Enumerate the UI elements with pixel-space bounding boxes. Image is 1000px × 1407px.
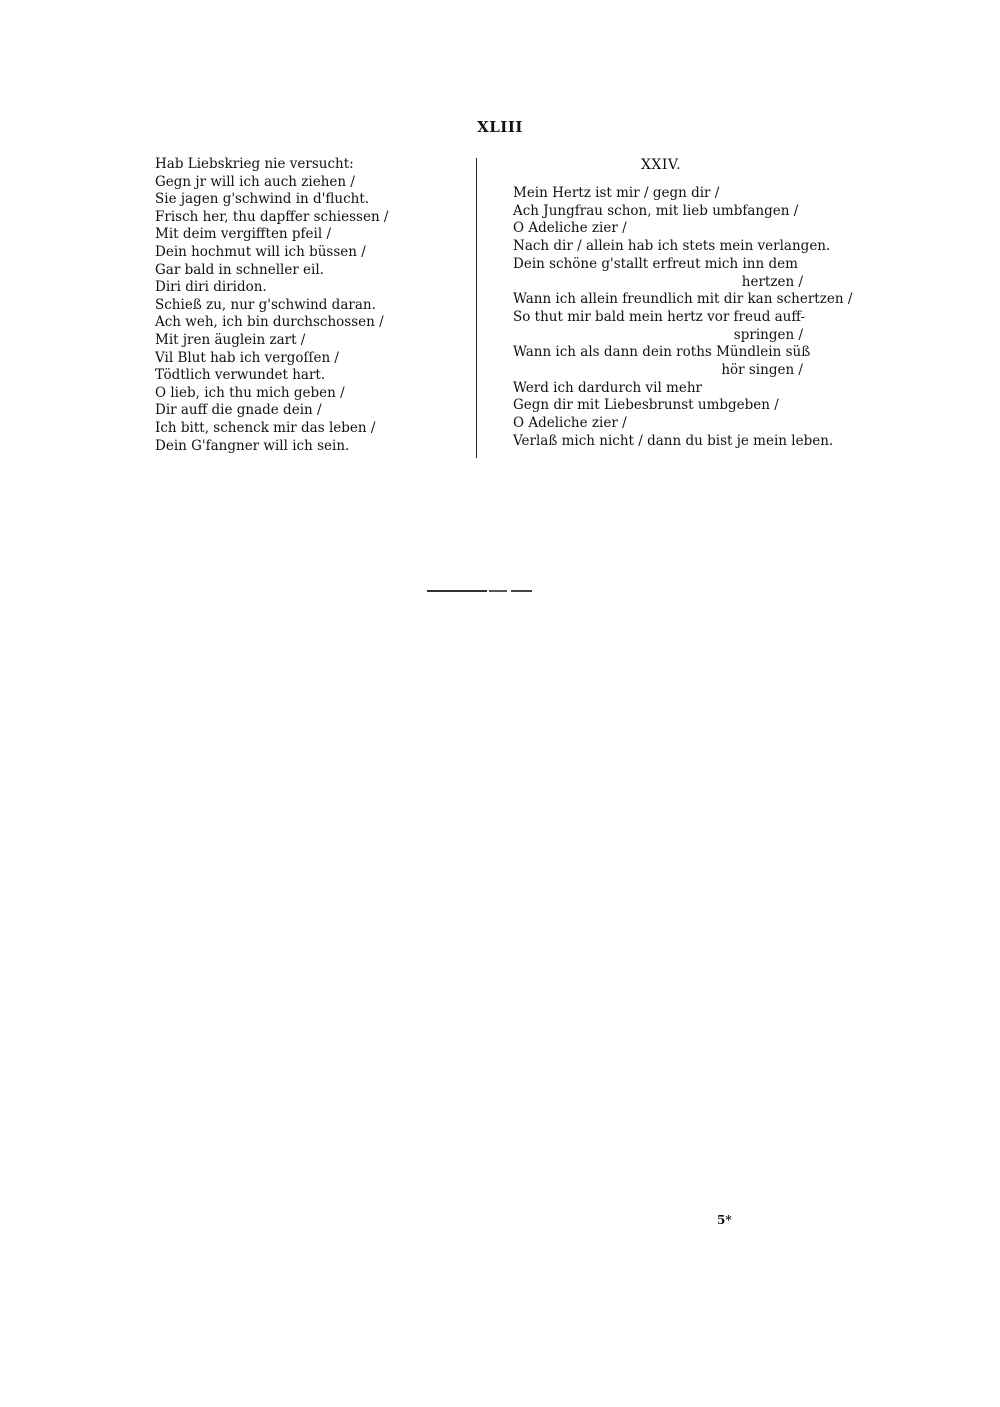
- verse-line: Hab Liebskrieg nie versucht:: [155, 156, 354, 172]
- verse-line: Tödtlich verwundet hart.: [155, 367, 326, 384]
- verse-line: Gegn dir mit Liebesbrunst umbgeben /: [513, 397, 779, 414]
- verse-line: So thut mir bald mein hertz vor freud auff-: [513, 308, 806, 325]
- verse-line: Dein G'fangner will ich sein.: [155, 437, 350, 454]
- verse-line: Vil Blut hab ich vergoſſen /: [155, 349, 339, 366]
- verse-line: Schieß zu, nur g'schwind daran.: [155, 296, 376, 313]
- separator-rule: [427, 590, 532, 592]
- section-title: XXIV.: [640, 157, 682, 173]
- right-column-verse: [513, 155, 853, 451]
- verse-line: Dein schöne g'stallt erfreut mich inn dem: [513, 255, 798, 272]
- verse-line: Gar bald in schneller eil.: [155, 261, 324, 278]
- verse-line: O Adeliche zier /: [513, 415, 627, 432]
- verse-line-continuation: springen /: [733, 326, 803, 343]
- verse-line: O Adeliche zier /: [513, 220, 627, 237]
- verse-line-continuation: hertzen /: [741, 273, 803, 290]
- verse-line: Mein Hertz ist mir / gegn dir /: [513, 185, 720, 201]
- verse-line: Wann ich als dann dein roths Mündlein süß: [513, 344, 811, 361]
- verse-line: Ich bitt, schenck mir das leben /: [155, 419, 376, 436]
- verse-line: Mit deim vergifften pfeil /: [155, 226, 332, 243]
- verse-line: Ach weh, ich bin durchschossen /: [155, 314, 384, 331]
- rule-segment: [511, 590, 532, 592]
- verse-line: Verlaß mich nicht / dann du bist je mein leben.: [513, 432, 834, 449]
- left-column-verse: [155, 156, 455, 455]
- verse-line-continuation: hör singen /: [721, 362, 803, 379]
- column-divider: [476, 158, 477, 458]
- verse-line: Gegn jr will ich auch ziehen /: [155, 173, 355, 190]
- verse-line: Dein hochmut will ich büssen /: [155, 243, 366, 260]
- verse-line: Werd ich dardurch vil mehr: [513, 379, 702, 396]
- verse-line: Wann ich allein freundlich mit dir kan schertzen /: [513, 291, 853, 308]
- verse-line: Mit jren äuglein zart /: [155, 331, 306, 348]
- verse-line: Ach Jungfrau schon, mit lieb umbfangen /: [513, 202, 799, 219]
- verse-line: Diri diri diridon.: [155, 279, 267, 296]
- verse-line: Nach dir / allein hab ich stets mein verlangen.: [513, 238, 831, 255]
- rule-segment: [489, 590, 507, 592]
- verse-line: Frisch her, thu dapffer schiessen /: [155, 208, 389, 225]
- page-number: 5*: [717, 1213, 732, 1227]
- verse-line: Sie jagen g'schwind in d'flucht.: [155, 191, 370, 208]
- page-header-roman-numeral: XLIII: [477, 118, 523, 136]
- verse-line: Dir auff die gnade dein /: [155, 402, 322, 419]
- rule-segment: [427, 590, 487, 592]
- verse-line: O lieb, ich thu mich geben /: [155, 384, 345, 401]
